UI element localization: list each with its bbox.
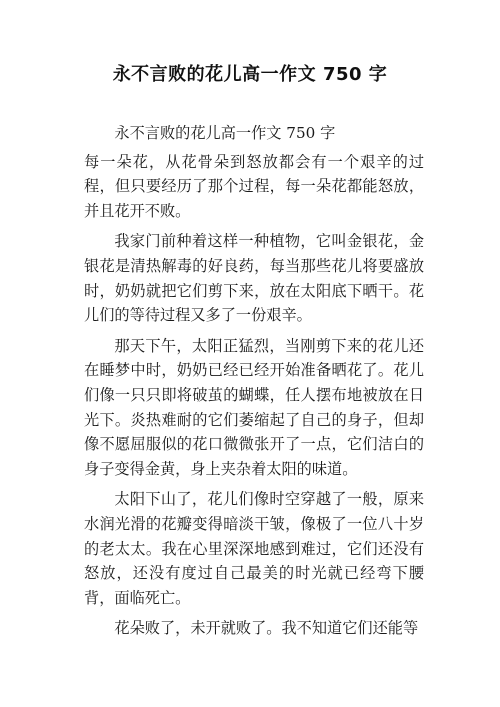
paragraph-1: 每一朵花，从花骨朵到怒放都会有一个艰辛的过程，但只要经历了那个过程，每一朵花都能怒放，并且花开不败。	[84, 152, 424, 220]
document-body	[84, 121, 424, 647]
paragraph-5: 花朵败了，未开就败了。我不知道它们还能等	[114, 619, 419, 638]
document-subtitle: 永不言败的花儿高一作文 750 字	[114, 124, 336, 142]
paragraph-2: 我家门前种着这样一种植物，它叫金银花，金银花是清热解毒的好良药，每当那些花儿将要盛放时，奶奶就把它们剪下来，放在太阳底下晒干。花儿们的等待过程又多了一份艰辛。	[84, 232, 424, 325]
paragraph-4: 太阳下山了，花儿们像时空穿越了一般，原来水润光滑的花瓣变得暗淡干皱，像极了一位八十岁的老太太。我在心里深深地感到难过，它们还没有怒放，还没有度过自己最美的时光就已经弯下腰背，面临死亡。	[84, 490, 424, 607]
document-title: 永不言败的花儿高一作文 750 字	[112, 64, 388, 85]
paragraph-3: 那天下午，太阳正猛烈，当刚剪下来的花儿还在睡梦中时，奶奶已经已经开始准备晒花了。花儿们像一只只即将破茧的蝴蝶，任人摆布地被放在日光下。炎热难耐的它们萎缩起了自己的身子，但却像不愿屈服似的花口微微张开了一点，它们洁白的身子变得金黄，身上夹杂着太阳的味道。	[84, 336, 424, 478]
